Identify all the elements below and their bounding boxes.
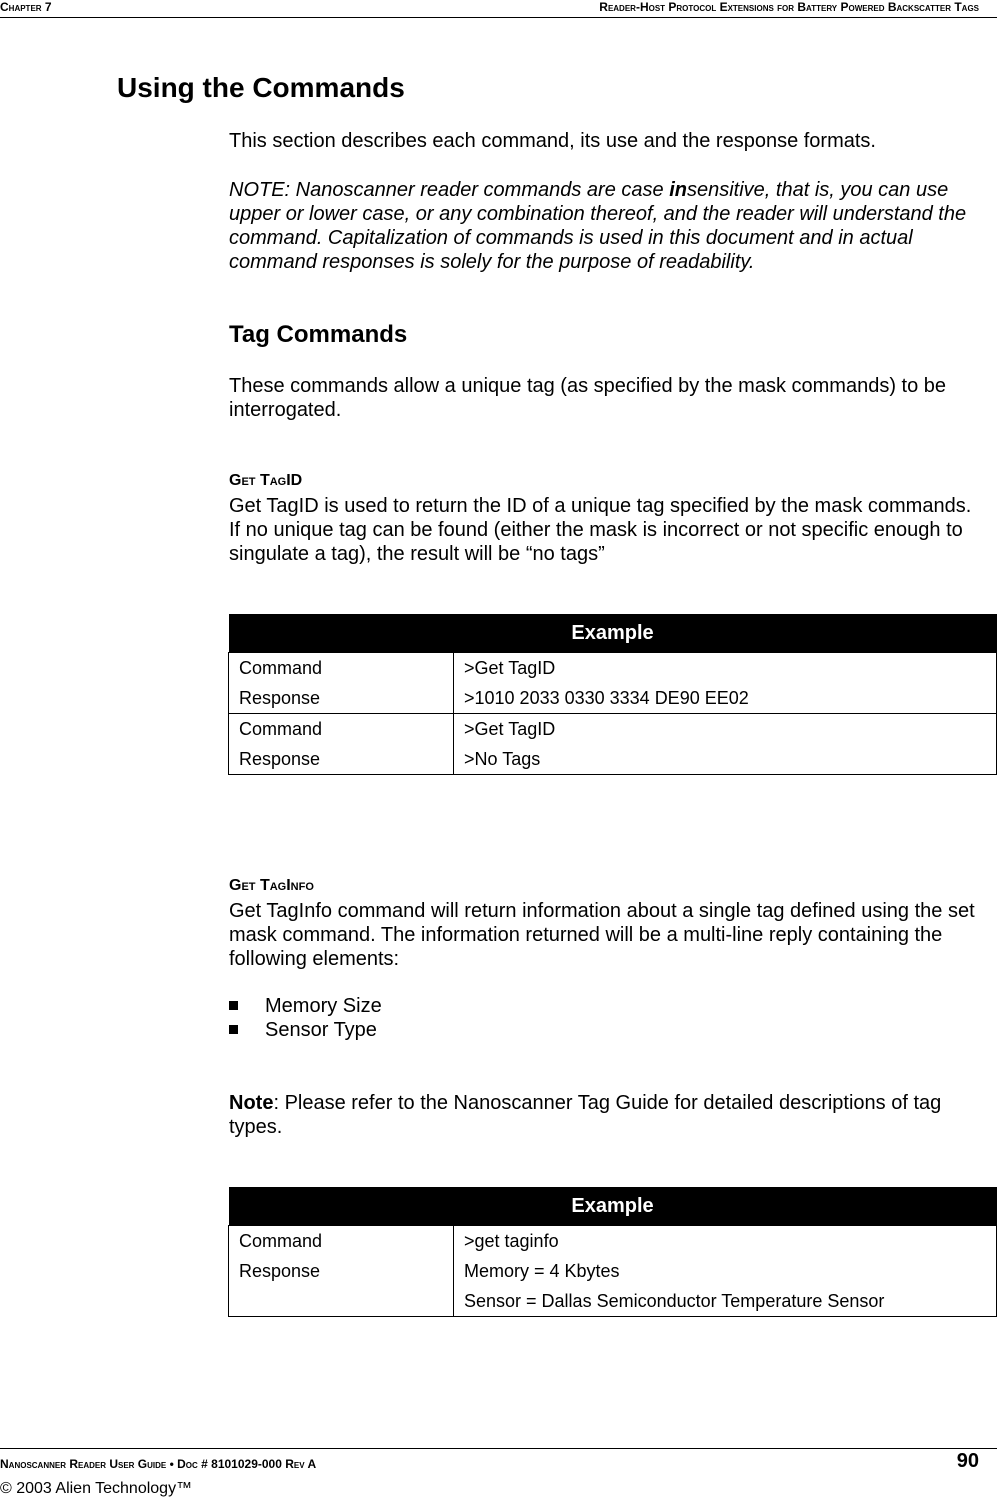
copyright: © 2003 Alien Technology™ bbox=[0, 1480, 193, 1497]
tag-guide-note bbox=[229, 1091, 981, 1139]
page-header bbox=[0, 0, 997, 18]
example-header: Example bbox=[229, 1187, 997, 1226]
case-note-emphasis: in bbox=[669, 179, 687, 201]
row-label: Response bbox=[229, 744, 454, 775]
tag-commands-title: Tag Commands bbox=[229, 321, 408, 348]
note-text: : Please refer to the Nanoscanner Tag Guide for detailed descriptions of tag types. bbox=[229, 1092, 942, 1138]
get-tagid-heading: Get TagID bbox=[229, 472, 303, 489]
case-note-prefix: NOTE: Nanoscanner reader commands are case bbox=[229, 179, 670, 201]
table-row bbox=[229, 683, 997, 714]
example-group bbox=[229, 1226, 997, 1317]
row-label: Response bbox=[229, 683, 454, 714]
page-number: 90 bbox=[956, 1450, 979, 1472]
table-row bbox=[229, 653, 997, 684]
row-value: Memory = 4 Kbytes bbox=[454, 1256, 997, 1286]
example-header: Example bbox=[229, 614, 997, 653]
table-row bbox=[229, 1286, 997, 1317]
footer-separator: • bbox=[169, 1457, 174, 1471]
row-value: >get taginfo bbox=[454, 1226, 997, 1257]
get-taginfo-description: Get TagInfo command will return information about a single tag defined using the set mask command. The information returned will be a multi-line reply containing the following elements: bbox=[229, 900, 975, 970]
example-group bbox=[229, 653, 997, 714]
row-label: Command bbox=[229, 653, 454, 684]
row-label: Response bbox=[229, 1256, 454, 1286]
table-row bbox=[229, 714, 997, 745]
row-value: >Get TagID bbox=[454, 714, 997, 745]
table-row bbox=[229, 1226, 997, 1257]
running-title: Reader-Host Protocol Extensions for Battery Powered Backscatter Tags bbox=[599, 0, 979, 14]
table-row bbox=[229, 744, 997, 775]
case-note-suffix: sensitive, that is, you can use upper or lower case, or any combination thereof, and the reader will understand the command. Capitalization of commands is used in this document and in actual command responses is solely for the purpose of readability. bbox=[229, 179, 967, 273]
footer-guide: Nanoscanner Reader User Guide bbox=[0, 1457, 167, 1471]
section-title: Using the Commands bbox=[117, 72, 405, 103]
table-row bbox=[229, 1256, 997, 1286]
row-label bbox=[229, 1286, 454, 1317]
taginfo-elements-list bbox=[229, 994, 382, 1042]
intro-paragraph: This section describes each command, its use and the response formats. bbox=[229, 130, 876, 152]
list-item-text: Memory Size bbox=[265, 995, 382, 1017]
get-taginfo-heading: Get TagInfo bbox=[229, 877, 314, 894]
list-item bbox=[229, 994, 382, 1018]
get-tagid-example-table bbox=[228, 614, 997, 775]
footer-doc-number: Doc # 8101029-000 Rev A bbox=[177, 1457, 317, 1471]
get-tagid-description: Get TagID is used to return the ID of a unique tag specified by the mask commands. If no unique tag can be found (either the mask is incorrect or not specific enough to singulate a tag), the result will be “no tags” bbox=[229, 495, 972, 565]
note-label: Note bbox=[229, 1092, 274, 1114]
get-taginfo-example-table bbox=[228, 1187, 997, 1317]
case-note bbox=[229, 178, 981, 274]
chapter-label: Chapter 7 bbox=[0, 0, 52, 14]
tag-commands-description: These commands allow a unique tag (as specified by the mask commands) to be interrogated. bbox=[229, 375, 947, 421]
row-value: >Get TagID bbox=[454, 653, 997, 684]
row-label: Command bbox=[229, 1226, 454, 1257]
row-label: Command bbox=[229, 714, 454, 745]
square-bullet-icon bbox=[229, 1001, 238, 1010]
list-item bbox=[229, 1018, 382, 1042]
row-value: Sensor = Dallas Semiconductor Temperature Sensor bbox=[454, 1286, 997, 1317]
example-group bbox=[229, 714, 997, 775]
page-footer bbox=[0, 1448, 997, 1497]
square-bullet-icon bbox=[229, 1025, 238, 1034]
list-item-text: Sensor Type bbox=[265, 1019, 377, 1041]
footer-doc-line bbox=[0, 1457, 316, 1471]
row-value: >No Tags bbox=[454, 744, 997, 775]
row-value: >1010 2033 0330 3334 DE90 EE02 bbox=[454, 683, 997, 714]
